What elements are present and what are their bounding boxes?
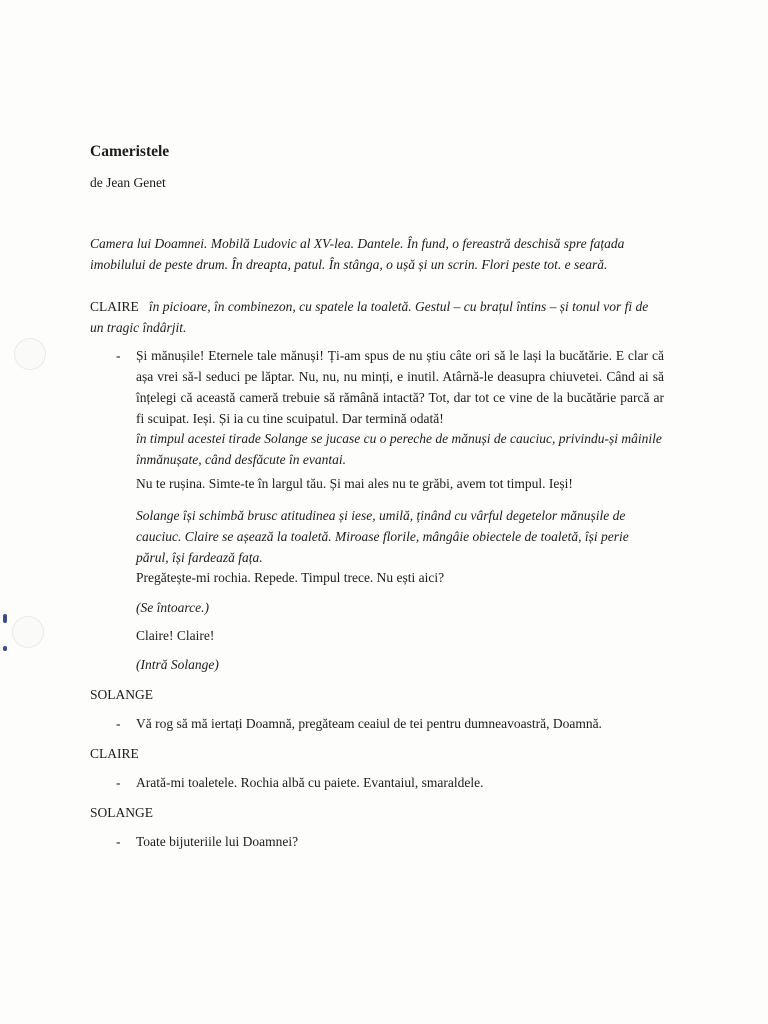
punch-hole-top xyxy=(14,338,46,370)
punch-hole-bottom xyxy=(12,616,44,648)
claire-speech-2: Nu te rușina. Simte-te în largul tău. Și mai ales nu te grăbi, avem tot timpul. Ieși! xyxy=(136,476,573,491)
dash-bullet: - xyxy=(116,834,121,849)
solange-line-2: Toate bijuteriile lui Doamnei? xyxy=(136,834,299,849)
document-author: de Jean Genet xyxy=(90,175,166,190)
speaker-solange: SOLANGE xyxy=(90,805,153,820)
dash-bullet: - xyxy=(116,775,121,790)
dash-bullet: - xyxy=(116,716,121,731)
stage-intro: Camera lui Doamnei. Mobilă Ludovic al XV-lea. Dantele. În fund, o fereastră deschisă spre fațada imobilului de peste drum. În dreapta, patul. În stânga, o ușă și un scrin. Flori peste tot. e seară. xyxy=(90,236,625,272)
claire-line-2: Arată-mi toaletele. Rochia albă cu paiete. Evantaiul, smaraldele. xyxy=(136,775,484,790)
speaker-claire: CLAIRE xyxy=(90,746,139,761)
margin-ink-mark xyxy=(3,614,7,623)
stage-direction-3: (Se întoarce.) xyxy=(136,600,209,615)
claire-speech-4: Claire! Claire! xyxy=(136,628,215,643)
dash-bullet: - xyxy=(116,348,121,363)
margin-ink-mark xyxy=(3,646,7,651)
stage-direction: în picioare, în combinezon, cu spatele la toaletă. Gestul – cu brațul întins – și tonul vor fi de un tragic îndârjit. xyxy=(90,299,649,335)
solange-line-1: Vă rog să mă iertați Doamnă, pregăteam ceaiul de tei pentru dumneavoastră, Doamnă. xyxy=(136,716,602,731)
stage-direction-1: în timpul acestei tirade Solange se jucase cu o pereche de mănuși de cauciuc, privindu-și mâinile înmănușate, când desfăcute în evantai. xyxy=(136,431,662,467)
claire-speech-3: Pregătește-mi rochia. Repede. Timpul trece. Nu ești aici? xyxy=(136,570,445,585)
stage-direction-4: (Intră Solange) xyxy=(136,657,219,672)
document-title: Cameristele xyxy=(90,143,170,160)
speaker-name: CLAIRE xyxy=(90,299,139,314)
claire-speech-1: Și mănușile! Eternele tale mănuși! Ți-am spus de nu știu câte ori să le lași la bucătărie. E clar că așa vrei să-l seduci pe lăptar. Nu, nu, nu minți, e inutil. Atârnă-le deasupra chiuvetei. Când ai să înțelegi că această cameră trebuie să rămână intactă? Tot, dar tot ce vine de la bucătărie parcă ar fi scuipat. Ieși. Și ia cu tine scuipatul. Dar termină odată! xyxy=(136,348,664,426)
speaker-solange: SOLANGE xyxy=(90,687,153,702)
stage-direction-2: Solange își schimbă brusc atitudinea și iese, umilă, ținând cu vârful degetelor mănușile de cauciuc. Claire se așează la toaletă. Miroase florile, mângâie obiectele de toaletă, își perie părul, își fardează fața. xyxy=(136,508,629,565)
claire-intro xyxy=(90,296,662,338)
